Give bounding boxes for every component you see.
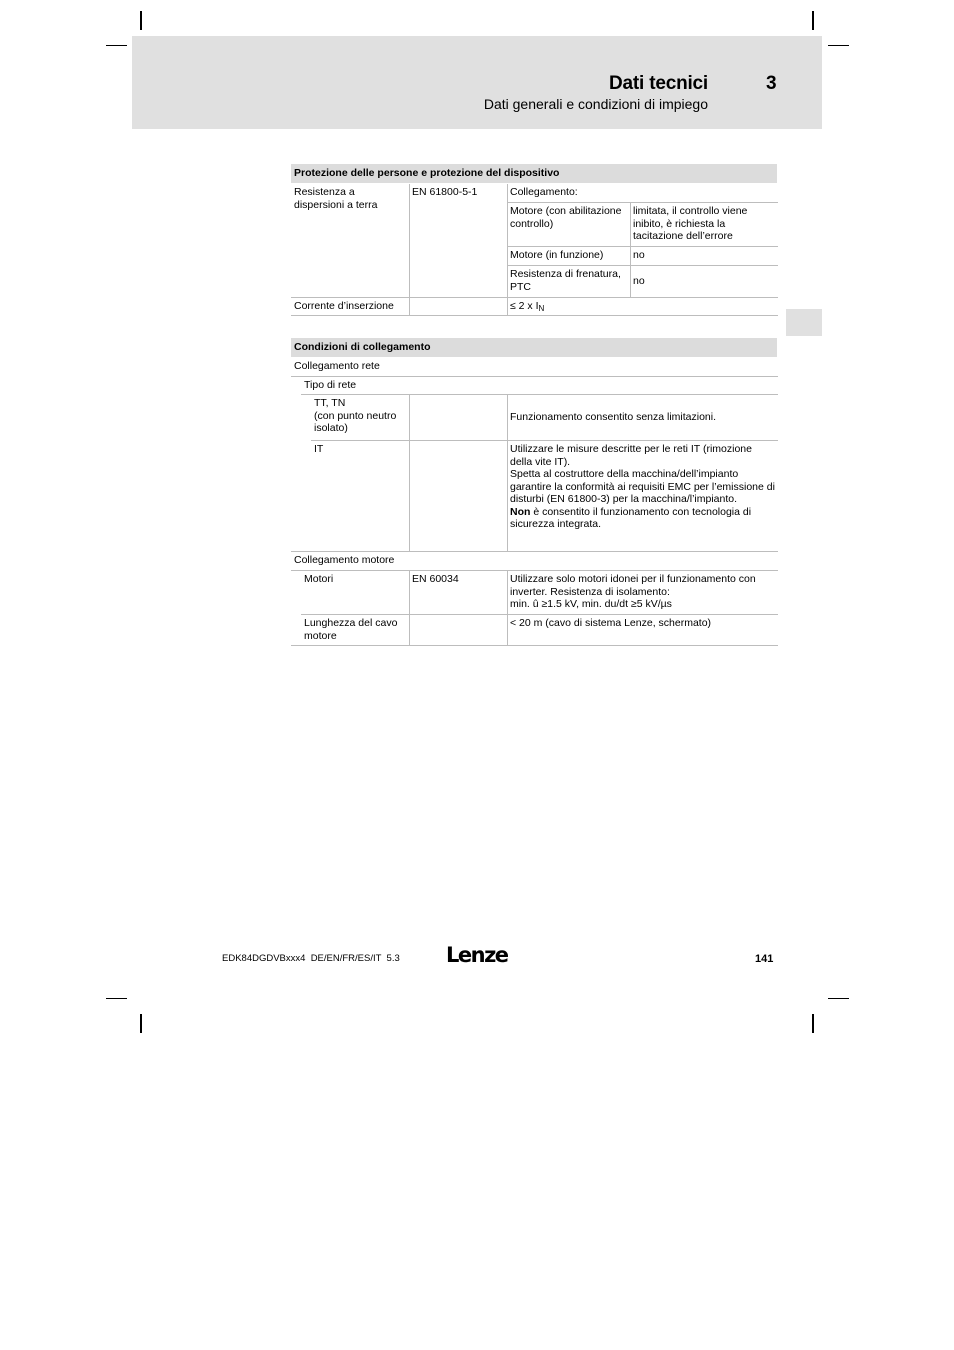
crop-mark (106, 998, 127, 999)
table-rule (291, 315, 778, 316)
table-rule (409, 395, 410, 551)
it-value-line: Non è consentito il funzionamento con tecnologia di sicurezza integrata. (510, 505, 752, 530)
motors-value (507, 571, 778, 613)
tt-tn-label: TT, TN (con punto neutro isolato) (314, 397, 397, 434)
chapter-number: 3 (766, 73, 777, 94)
lenze-logo: Lenze (446, 943, 508, 967)
table-rule (311, 440, 778, 441)
document-code: EDK84DGDVBxxx4 DE/EN/FR/ES/IT 5.3 (222, 953, 400, 964)
crop-mark (812, 11, 814, 30)
crop-mark (106, 45, 127, 46)
crop-mark (828, 45, 849, 46)
inrush-value: ≤ 2 x $I_N$ (510, 300, 545, 313)
header-band (132, 36, 822, 129)
brake-resistor-label: Resistenza di frenatura, PTC (510, 268, 621, 293)
it-value-line: Spetta al costruttore della macchina/dell’impianto garantire la conformità ai requisiti EMC per l’emissione di disturbi (EN 61800-3) per la macchina/l’impianto. (510, 468, 775, 505)
table-rule (507, 571, 508, 645)
motor-running-label: Motore (in funzione) (510, 249, 604, 261)
motors-value-line: Utilizzare solo motori idonei per il funzionamento con inverter. Resistenza di isolamento: (510, 573, 756, 598)
page-subtitle: Dati generali e condizioni di impiego (483, 96, 708, 112)
network-type-label: Tipo di rete (304, 379, 357, 391)
crop-mark (828, 998, 849, 999)
crop-mark (140, 11, 142, 30)
inrush-label: Corrente d’inserzione (294, 300, 394, 312)
table-rule (291, 297, 778, 298)
cable-length-label: Lunghezza del cavo motore (304, 617, 398, 642)
table-rule (291, 376, 778, 377)
table-rule (507, 202, 778, 203)
page-title: Dati tecnici (609, 73, 708, 94)
table-rule (301, 394, 778, 395)
motor-enabled-value: limitata, il controllo viene inibito, è richiesta la tacitazione dell’errore (633, 205, 748, 242)
motor-enabled-label: Motore (con abilitazione controllo) (510, 205, 622, 230)
leakage-label: Resistenza a dispersioni a terra (294, 186, 378, 211)
brake-resistor-value: no (633, 275, 645, 287)
table-rule (507, 395, 508, 551)
table-rule (291, 645, 778, 646)
motors-label: Motori (304, 573, 334, 585)
crop-mark (140, 1014, 142, 1033)
it-label: IT (314, 443, 324, 455)
it-value (507, 441, 778, 533)
table-rule (409, 184, 410, 315)
motor-running-value: no (633, 249, 645, 261)
table-rule (291, 570, 778, 571)
section-heading-protection: Protezione delle persone e protezione del dispositivo (291, 164, 777, 183)
chapter-side-tab (786, 309, 822, 336)
table-rule (630, 202, 631, 297)
table-rule (507, 246, 778, 247)
table-rule (507, 184, 508, 315)
table-rule (301, 614, 778, 615)
cable-length-value: < 20 m (cavo di sistema Lenze, schermato) (510, 617, 712, 629)
mains-connection-label: Collegamento rete (294, 360, 380, 372)
motors-value-line: min. û ≥1.5 kV, min. du/dt ≥5 kV/µs (510, 598, 672, 610)
crop-mark (812, 1014, 814, 1033)
section-heading-connection: Condizioni di collegamento (291, 338, 777, 357)
table-rule (409, 571, 410, 645)
leakage-standard: EN 61800-5-1 (412, 186, 478, 198)
table-rule (291, 551, 778, 552)
motor-connection-label: Collegamento motore (294, 554, 395, 566)
connection-label: Collegamento: (510, 186, 578, 198)
it-value-line: Utilizzare le misure descritte per le reti IT (rimozione della vite IT). (510, 443, 752, 468)
motors-standard: EN 60034 (412, 573, 459, 585)
tt-tn-value: Funzionamento consentito senza limitazioni. (510, 411, 717, 423)
page-number: 141 (755, 953, 774, 965)
table-rule (507, 265, 778, 266)
